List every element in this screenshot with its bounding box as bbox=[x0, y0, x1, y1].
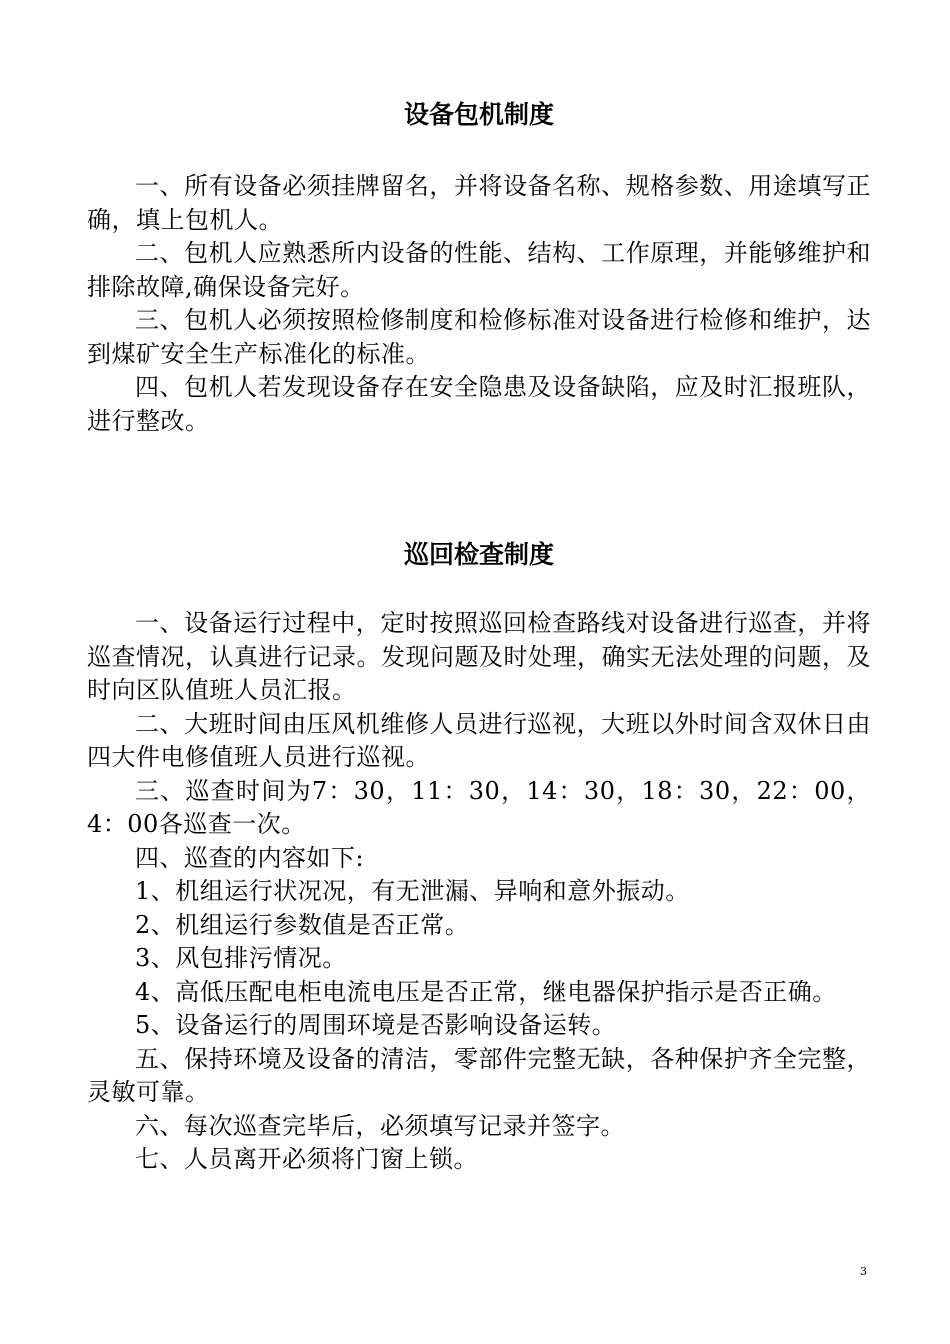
paragraph: 四、包机人若发现设备存在安全隐患及设备缺陷，应及时汇报班队，进行整改。 bbox=[87, 373, 871, 435]
paragraph: 二、包机人应熟悉所内设备的性能、结构、工作原理，并能够维护和排除故障,确保设备完好。 bbox=[87, 239, 871, 301]
section-title: 巡回检查制度 bbox=[403, 540, 554, 569]
list-item: 4、高低压配电柜电流电压是否正常，继电器保护指示是否正确。 bbox=[135, 977, 837, 1006]
paragraph: 六、每次巡查完毕后，必须填写记录并签字。 bbox=[135, 1111, 625, 1140]
section-title: 设备包机制度 bbox=[403, 100, 554, 129]
paragraph: 七、人员离开必须将门窗上锁。 bbox=[135, 1145, 478, 1173]
paragraph: 三、包机人必须按照检修制度和检修标准对设备进行检修和维护，达到煤矿安全生产标准化的标准。 bbox=[87, 306, 871, 368]
paragraph: 四、巡查的内容如下: bbox=[135, 843, 365, 872]
page-number: 3 bbox=[860, 1265, 867, 1278]
list-item: 2、机组运行参数值是否正常。 bbox=[135, 910, 470, 939]
list-item: 3、风包排污情况。 bbox=[135, 944, 347, 972]
paragraph: 二、大班时间由压风机维修人员进行巡视，大班以外时间含双休日由四大件电修值班人员进行巡视。 bbox=[87, 709, 871, 771]
list-item: 5、设备运行的周围环境是否影响设备运转。 bbox=[135, 1011, 617, 1039]
paragraph: 一、设备运行过程中，定时按照巡回检查路线对设备进行巡查，并将巡查情况，认真进行记录。发现问题及时处理，确实无法处理的问题，及时向区队值班人员汇报。 bbox=[87, 609, 871, 704]
list-item: 1、机组运行状况况，有无泄漏、异响和意外振动。 bbox=[135, 877, 690, 905]
section-patrol-inspection bbox=[87, 533, 871, 1177]
paragraph: 一、所有设备必须挂牌留名，并将设备名称、规格参数、用途填写正确，填上包机人。 bbox=[87, 172, 871, 234]
section-equipment-responsibility bbox=[87, 93, 871, 438]
paragraph: 三、巡查时间为7：30，11：30，14：30，18：30，22：00，4：00各巡查一次。 bbox=[87, 776, 871, 838]
paragraph: 五、保持环境及设备的清洁，零部件完整无缺，各种保护齐全完整，灵敏可靠。 bbox=[87, 1044, 871, 1106]
